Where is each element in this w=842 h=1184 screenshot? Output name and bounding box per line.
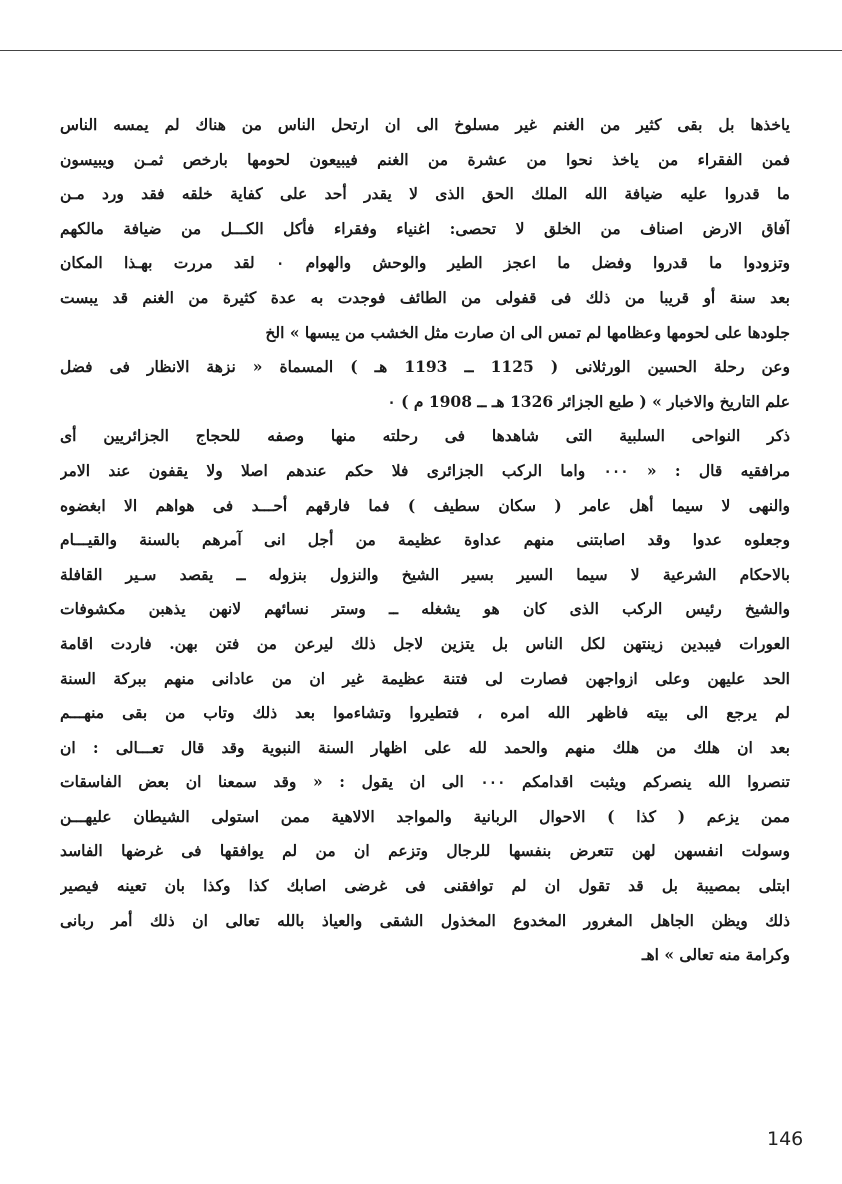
text-line: ابتلى بمصيبة بل قد تقول ان لم توافقنى فى غرضى اصابك كذا وكذا بان تعينه فيصير xyxy=(60,876,790,896)
text-line: ذلك ويظن الجاهل المغرور المخدوع المخذول الشقى والعياذ بالله تعالى ان ذلك أمر ربانى xyxy=(60,910,790,930)
text-line: وتزودوا ما قدروا وفضل ما اعجز الطير والوحش والهوام ٠ لقد مررت بهـذا المكان xyxy=(60,253,790,273)
text-line: والنهى لا سيما أهل عامر ( سكان سطيف ) فما فارقهم أحـــد فى هواهم الا ابغضوه xyxy=(60,495,790,515)
text-line: لم يرجع الى بيته فاظهر الله امره ، فتطيروا وتشاءموا بعد ذلك وتاب من بقى منهـــم xyxy=(60,703,790,723)
text-line: وكرامة منه تعالى » اهـ xyxy=(641,945,790,965)
text-line: بعد ان هلك من هلك منهم والحمد لله على اظهار السنة النبوية وقد قال تعـــالى : ان xyxy=(60,737,790,757)
text-line: ياخذها بل بقى كثير من الغنم غير مسلوخ الى ان ارتحل الناس من هناك لم يمسه الناس xyxy=(60,115,790,134)
text-line: آفاق الارض اصناف من الخلق لا تحصى: اغنياء وفقراء فأكل الكـــل من ضيافة مالكهم xyxy=(60,218,790,238)
text-line: علم التاريخ والاخبار » ( طبع الجزائر 1326 هـ ــ 1908 م ) ٠ xyxy=(387,391,790,411)
text-line: وسولت انفسهن لهن تتعرض بنفسها للرجال وتزعم ان من لم يوافقها فى غرضها الفاسد xyxy=(60,841,790,861)
text-line: ذكر النواحى السلبية التى شاهدها فى رحلته منها وصفه للحجاج الجزائريين أى xyxy=(60,426,790,446)
text-line: بعد سنة أو قريبا من ذلك فى قفولى من الطائف فوجدت به عدة كثيرة من الغنم قد يبست xyxy=(60,287,790,307)
text-line: الحد عليهن وعلى ازواجهن فصارت لى فتنة عظيمة غير ان من عادانى منهم ببركة السنة xyxy=(60,668,790,688)
text-line: جلودها على لحومها وعظامها لم تمس الى ان صارت مثل الخشب من يبسها » الخ xyxy=(265,322,790,342)
page-body xyxy=(60,108,790,973)
paragraph xyxy=(60,350,790,419)
text-line: مرافقيه قال : « ٠٠٠ واما الركب الجزائرى فلا حكم عندهم اصلا ولا يقفون عند الامر xyxy=(60,460,790,480)
text-line: وعن رحلة الحسين الورثلانى ( 1125 ــ 1193 هـ ) المسماة « نزهة الانظار فى فضل xyxy=(60,357,790,377)
paragraph xyxy=(60,419,790,973)
paragraph xyxy=(60,108,790,350)
text-line: فمن الفقراء من ياخذ نحوا من عشرة من الغنم فيبيعون لحومها بارخص ثمـن ويبيسون xyxy=(60,149,790,169)
header-rule xyxy=(0,50,842,51)
text-line: تنصروا الله ينصركم ويثبت اقدامكم ٠٠٠ الى ان يقول : « وقد سمعنا ان بعض الفاسقات xyxy=(60,772,790,792)
text-line: ما قدروا عليه ضيافة الله الملك الحق الذى لا يقدر أحد على كفاية خلقه فقد ورد مـن xyxy=(60,184,790,204)
text-line: ممن يزعم ( كذا ) الاحوال الربانية والمواجد الالاهية ممن استولى الشيطان عليهـــن xyxy=(60,806,790,826)
page-number: 146 xyxy=(767,1128,804,1150)
text-line: والشيخ رئيس الركب الذى كان هو يشغله ــ وستر نسائهم لانهن يذهبن مكشوفات xyxy=(60,599,790,619)
text-line: وجعلوه عدوا وقد اصابتنى منهم عداوة عظيمة من أجل انى آمرهم بالسنة والقيـــام xyxy=(60,530,790,550)
text-line: العورات فيبدين زينتهن لكل الناس بل يتزين لاجل ذلك ليرعن من فتن بهن. فاردت اقامة xyxy=(60,633,790,653)
text-line: بالاحكام الشرعية لا سيما السير بسير الشيخ والنزول بنزوله ــ يقصد سـير القافلة xyxy=(60,564,790,584)
